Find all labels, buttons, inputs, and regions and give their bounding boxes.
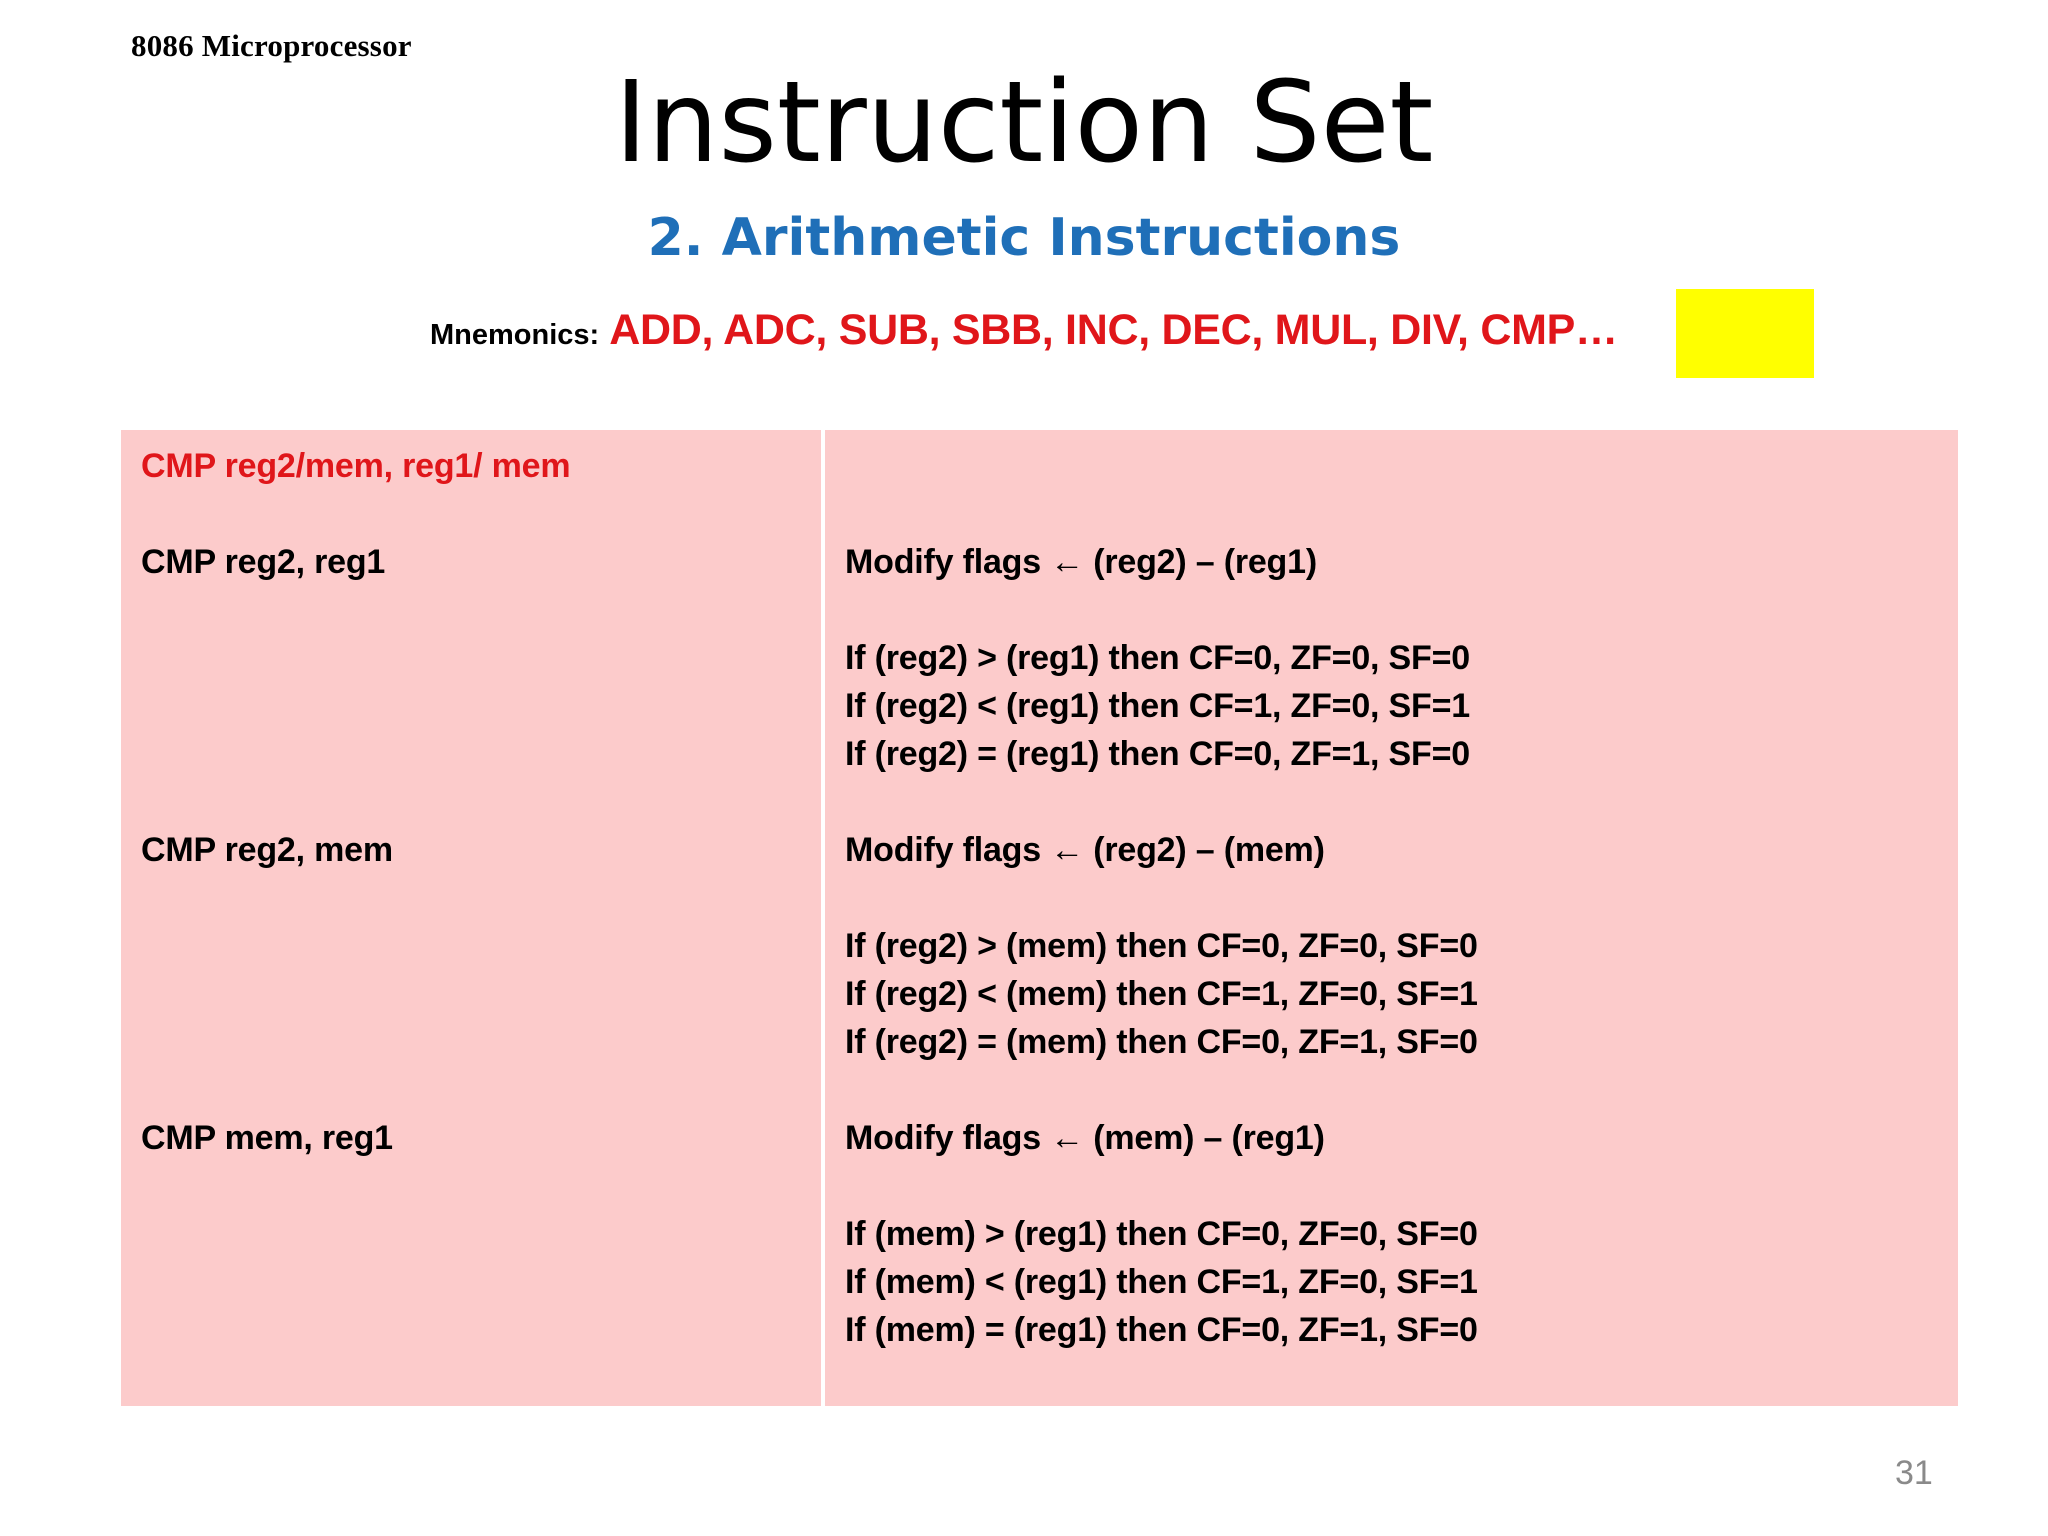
mnemonics-list: ADD, ADC, SUB, SBB, INC, DEC, MUL, DIV, CMP… xyxy=(609,306,1618,354)
operation-mem-reg1: Modify flags ← (mem) – (reg1) xyxy=(845,1119,1325,1157)
condition-line: If (reg2) > (reg1) then CF=0, ZF=0, SF=0 xyxy=(845,639,1470,677)
condition-line: If (reg2) < (mem) then CF=1, ZF=0, SF=1 xyxy=(845,975,1478,1013)
page-number: 31 xyxy=(1895,1454,1933,1492)
instruction-mem-reg1: CMP mem, reg1 xyxy=(141,1119,393,1157)
operation-column xyxy=(825,430,1958,1406)
instruction-column xyxy=(121,430,821,1406)
highlight-box xyxy=(1676,289,1814,378)
operation-reg2-mem: Modify flags ← (reg2) – (mem) xyxy=(845,831,1325,869)
mnemonics-row xyxy=(430,306,1618,368)
cmp-instruction-table xyxy=(121,430,1958,1406)
operation-reg2-reg1: Modify flags ← (reg2) – (reg1) xyxy=(845,543,1317,581)
instruction-reg2-mem: CMP reg2, mem xyxy=(141,831,393,869)
slide-title: Instruction Set xyxy=(614,58,1434,188)
syntax-heading: CMP reg2/mem, reg1/ mem xyxy=(141,447,571,485)
course-label: 8086 Microprocessor xyxy=(131,28,412,63)
instruction-reg2-reg1: CMP reg2, reg1 xyxy=(141,543,386,581)
mnemonics-label: Mnemonics: xyxy=(430,319,600,351)
condition-line: If (reg2) < (reg1) then CF=1, ZF=0, SF=1 xyxy=(845,687,1470,725)
condition-line: If (mem) < (reg1) then CF=1, ZF=0, SF=1 xyxy=(845,1263,1478,1301)
condition-line: If (reg2) > (mem) then CF=0, ZF=0, SF=0 xyxy=(845,927,1478,965)
condition-line: If (mem) = (reg1) then CF=0, ZF=1, SF=0 xyxy=(845,1311,1478,1349)
condition-line: If (reg2) = (reg1) then CF=0, ZF=1, SF=0 xyxy=(845,735,1470,773)
condition-line: If (reg2) = (mem) then CF=0, ZF=1, SF=0 xyxy=(845,1023,1478,1061)
condition-line: If (mem) > (reg1) then CF=0, ZF=0, SF=0 xyxy=(845,1215,1478,1253)
slide-subtitle: 2. Arithmetic Instructions xyxy=(647,208,1401,268)
